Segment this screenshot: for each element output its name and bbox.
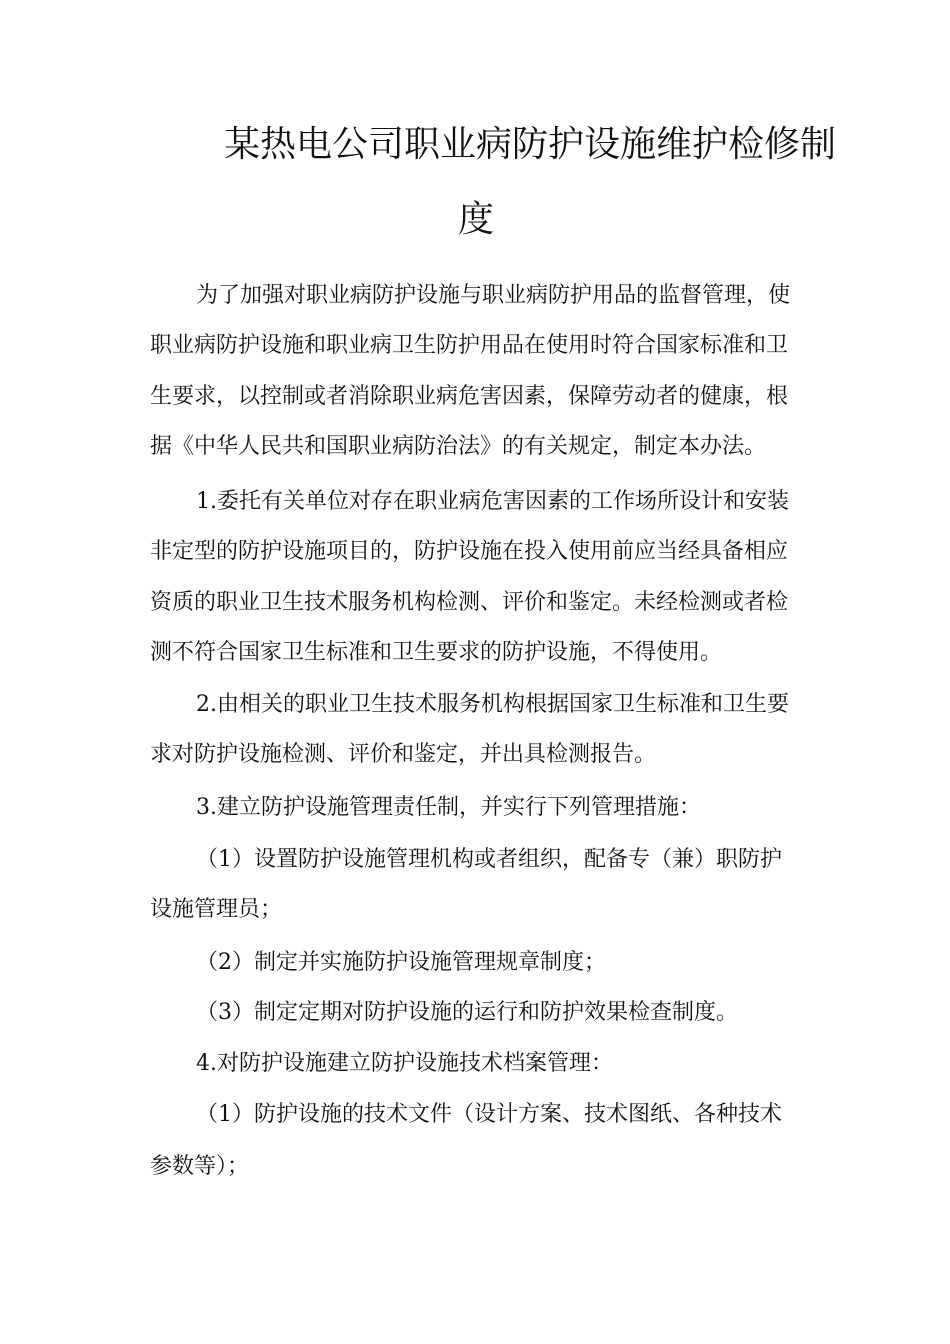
- paragraph-line: 生要求，以控制或者消除职业病危害因素，保障劳动者的健康，根: [150, 384, 789, 409]
- paragraph-line: 职业病防护设施和职业病卫生防护用品在使用时符合国家标准和卫: [150, 333, 789, 358]
- paragraph-line: （1）防护设施的技术文件（设计方案、技术图纸、各种技术: [196, 1102, 782, 1127]
- paragraph-line: （2）制定并实施防护设施管理规章制度；: [196, 950, 606, 975]
- paragraph-line: 据《中华人民共和国职业病防治法》的有关规定，制定本办法。: [150, 434, 767, 459]
- paragraph-line: 求对防护设施检测、评价和鉴定，并出具检测报告。: [150, 742, 657, 767]
- paragraph-line: 1.委托有关单位对存在职业病危害因素的工作场所设计和安装: [196, 489, 789, 514]
- paragraph-line: （1）设置防护设施管理机构或者组织，配备专（兼）职防护: [196, 847, 782, 872]
- paragraph-line: 非定型的防护设施项目的，防护设施在投入使用前应当经具备相应: [150, 539, 789, 564]
- paragraph-line: （3）制定定期对防护设施的运行和防护效果检查制度。: [196, 1000, 738, 1025]
- paragraph-line: 测不符合国家卫生标准和卫生要求的防护设施，不得使用。: [150, 640, 723, 665]
- document-title-line-1: 某热电公司职业病防护设施维护检修制: [224, 124, 837, 165]
- paragraph-line: 设施管理员；: [150, 897, 283, 922]
- paragraph-line: 4.对防护设施建立防护设施技术档案管理：: [196, 1051, 613, 1076]
- paragraph-line: 3.建立防护设施管理责任制，并实行下列管理措施：: [196, 795, 701, 820]
- paragraph-line: 2.由相关的职业卫生技术服务机构根据国家卫生标准和卫生要: [196, 692, 789, 717]
- document-title-line-2: 度: [458, 199, 495, 240]
- paragraph-line: 资质的职业卫生技术服务机构检测、评价和鉴定。未经检测或者检: [150, 590, 789, 615]
- paragraph-line: 为了加强对职业病防护设施与职业病防护用品的监督管理，使: [196, 283, 791, 308]
- paragraph-line: 参数等）；: [150, 1154, 250, 1179]
